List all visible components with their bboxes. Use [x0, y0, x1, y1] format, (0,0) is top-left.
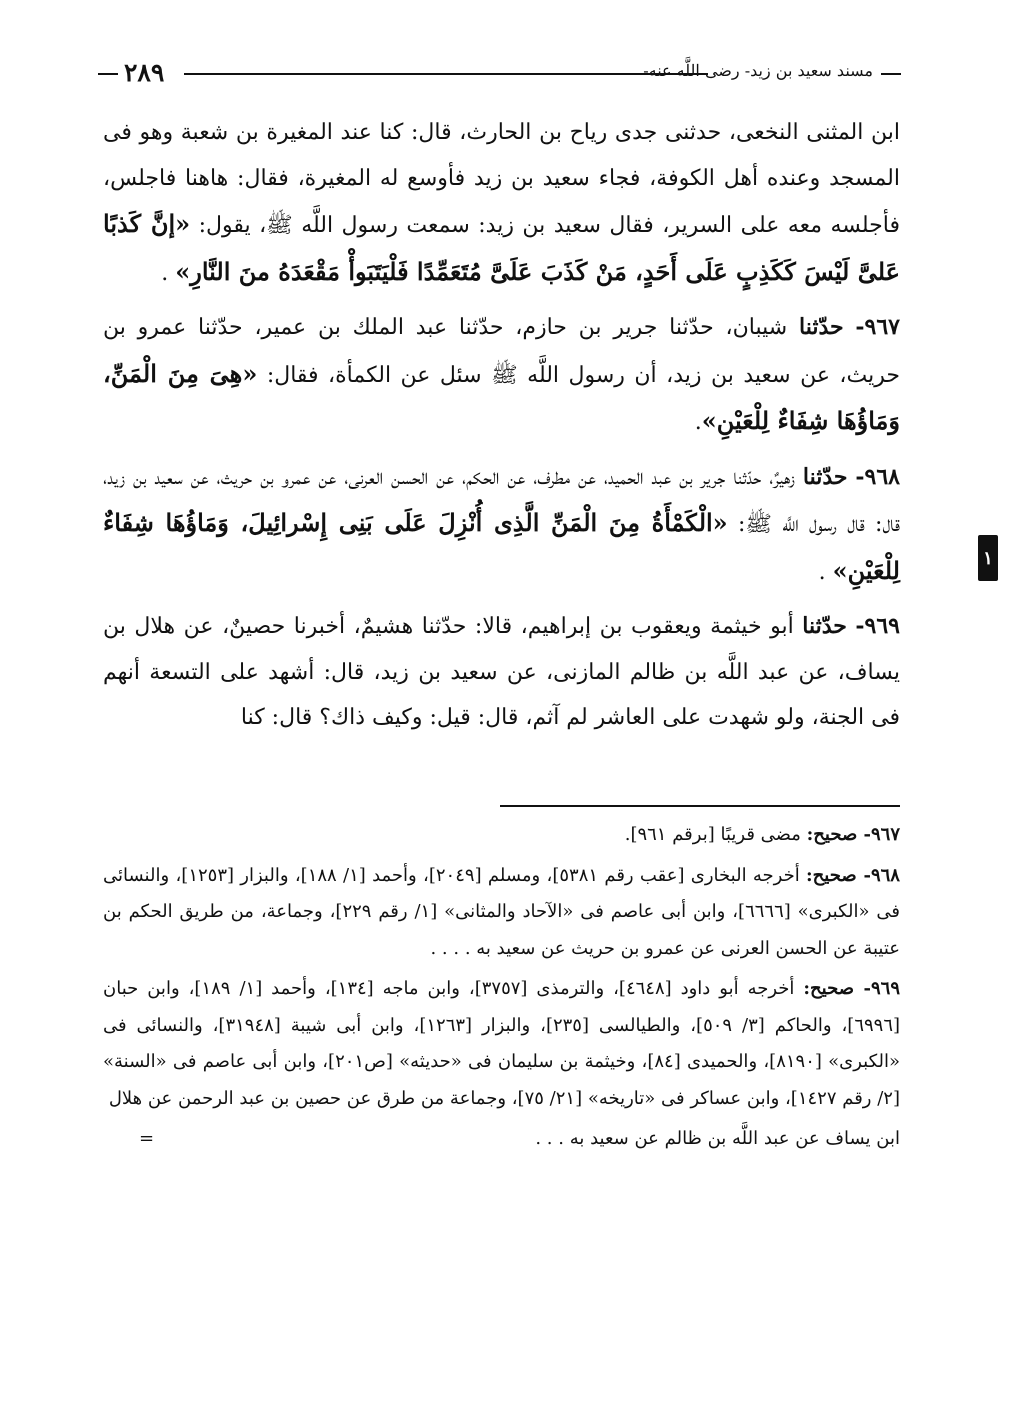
footnote-label: ٩٦٩- صحيح:: [803, 978, 900, 999]
footnote-967: [103, 817, 900, 854]
hadith-tail: .: [818, 559, 833, 585]
hadith-quote: «إنَّ كَذبًا عَلىَّ لَيْسَ كَكَذِبٍ عَلَى أَحَدٍ، مَنْ كَذَبَ عَلَىَّ مُتَعَمِّدًا فَلْيَتَبَوأْ مَقْعَدَهُ منَ النَّارِ»: [103, 209, 900, 286]
hadith-text: أبو خيثمة ويعقوب بن إبراهيم، قالا: حدّثنا هشيمٌ، أخبرنا حصينٌ، عن هلال بن يساف، عن عبد اللَّه بن ظالم المازنى، عن سعيد بن زيد، قال: أشهد على التسعة أنهم فى الجنة، ولو شهدت على العاشر لم آثم، قال: قيل: وكيف ذاك؟ قال: كنا: [103, 614, 900, 730]
hadith-tail: .: [161, 260, 176, 286]
hadith-keyword: حدّثنا: [798, 314, 844, 340]
footnote-separator: [500, 805, 900, 807]
footnote-969: [103, 971, 900, 1117]
continuation-mark: =: [139, 1128, 155, 1149]
running-title: مسند سعيد بن زيد- رضى اللَّه عنه-: [643, 61, 873, 80]
footnote-text: أخرجه أبو داود [٤٦٤٨]، والترمذى [٣٧٥٧]، وابن ماجه [١٣٤]، وأحمد [١/ ١٨٩]، وابن حبان [٦٩٩٦]، والحاكم [٣/ ٥٠٩]، والطيالسى [٢٣٥]، والبزار [١٢٦٣]، وابن أبى شيبة [٣١٩٤٨]، والنسائى فى «الكبرى» [٨١٩٠]، والحميدى [٨٤]، وخيثمة بن سليمان فى «حديثه» [ص٢٠١]، وابن أبى عاصم فى «السنة» [٢/ رقم ١٤٢٧]، وابن عساكر فى «تاريخه» [٢١/ ٧٥]، وجماعة من طرق عن حصين بن عبد الرحمن عن هلال: [103, 978, 901, 1109]
hadith-quote: «هِىَ مِنَ الْمَنِّ، وَمَاؤُهَا شِفَاءٌ لِلْعَيْنِ»: [103, 358, 900, 435]
hadith-number: ٩٦٨-: [855, 463, 900, 490]
hadith-paragraph-intro: [103, 110, 900, 296]
header-rule-left: [98, 73, 118, 75]
hadith-text: ابن المثنى النخعى، حدثنى جدى رياح بن الحارث، قال: كنا عند المغيرة بن شعبة وهو فى المسجد وعنده أهل الكوفة، فجاء سعيد بن زيد فأوسع له المغيرة، فقال: هاهنا فاجلس، فأجلسه معه على السرير، فقال سعيد بن زيد: سمعت رسول اللَّه ﷺ، يقول:: [103, 120, 901, 238]
footnote-text: مضى قريبًا [برقم ٩٦١].: [624, 824, 807, 845]
hadith-text: زهيرٌ، حدّثنا جرير بن عبد الحميد، عن مطرف، عن الحكم، عن الحسن العرنى، عن عمرو بن حريث، عن سعيد بن زيد، قال: قال رسول اللَّه ﷺ:: [103, 464, 900, 537]
hadith-paragraph-969: [103, 604, 900, 741]
hadith-number: ٩٦٧-: [855, 314, 900, 340]
hadith-keyword: حدّثنا: [802, 463, 848, 490]
hadith-keyword: حدّثنا: [802, 613, 847, 639]
header-rule: [184, 73, 708, 75]
header-rule-right: [881, 73, 901, 75]
footnote-label: ٩٦٨- صحيح:: [806, 864, 900, 886]
page-header: [98, 56, 901, 92]
footnote-label: ٩٦٧- صحيح:: [806, 824, 900, 845]
footnote-text: ابن يساف عن عبد اللَّه بن ظالم عن سعيد به . . .: [535, 1128, 900, 1149]
chapter-tab: ١: [978, 535, 998, 581]
footnote-text: أخرجه البخارى [عقب رقم ٥٣٨١]، ومسلم [٢٠٤٩]، وأحمد [١/ ١٨٨]، والبزار [١٢٥٣]، والنسائى فى «الكبرى» [٦٦٦٦]، وابن أبى عاصم فى «الآحاد والمثانى» [١/ رقم ٢٢٩]، وجماعة، من طريق الحكم بن عتيبة عن الحسن العرنى عن عمرو بن حريث عن سعيد به . . . .: [103, 864, 900, 959]
footnote-968: [103, 858, 900, 968]
main-text: [103, 110, 900, 750]
footnote-969-last-line: [103, 1121, 900, 1158]
hadith-quote: «الْكَمْأَةُ مِنَ الْمَنِّ الَّذِى أُنْزِلَ عَلَى بَنِى إِسْرائِيلَ، وَمَاؤُهَا شِفَاءٌ لِلْعَيْنِ»: [103, 508, 900, 585]
page-number: ٢٨٩: [124, 58, 165, 87]
hadith-number: ٩٦٩-: [855, 613, 900, 639]
hadith-paragraph-967: [103, 305, 900, 446]
hadith-text: شيبان، حدّثنا جرير بن حازم، حدّثنا عبد الملك بن عمير، حدّثنا عمرو بن حريث، عن سعيد بن زيد، أن رسول اللَّه ﷺ سئل عن الكمأة، فقال:: [103, 315, 900, 388]
footnotes: [103, 817, 900, 1158]
hadith-tail: .: [694, 410, 702, 435]
hadith-paragraph-968: [103, 455, 900, 596]
